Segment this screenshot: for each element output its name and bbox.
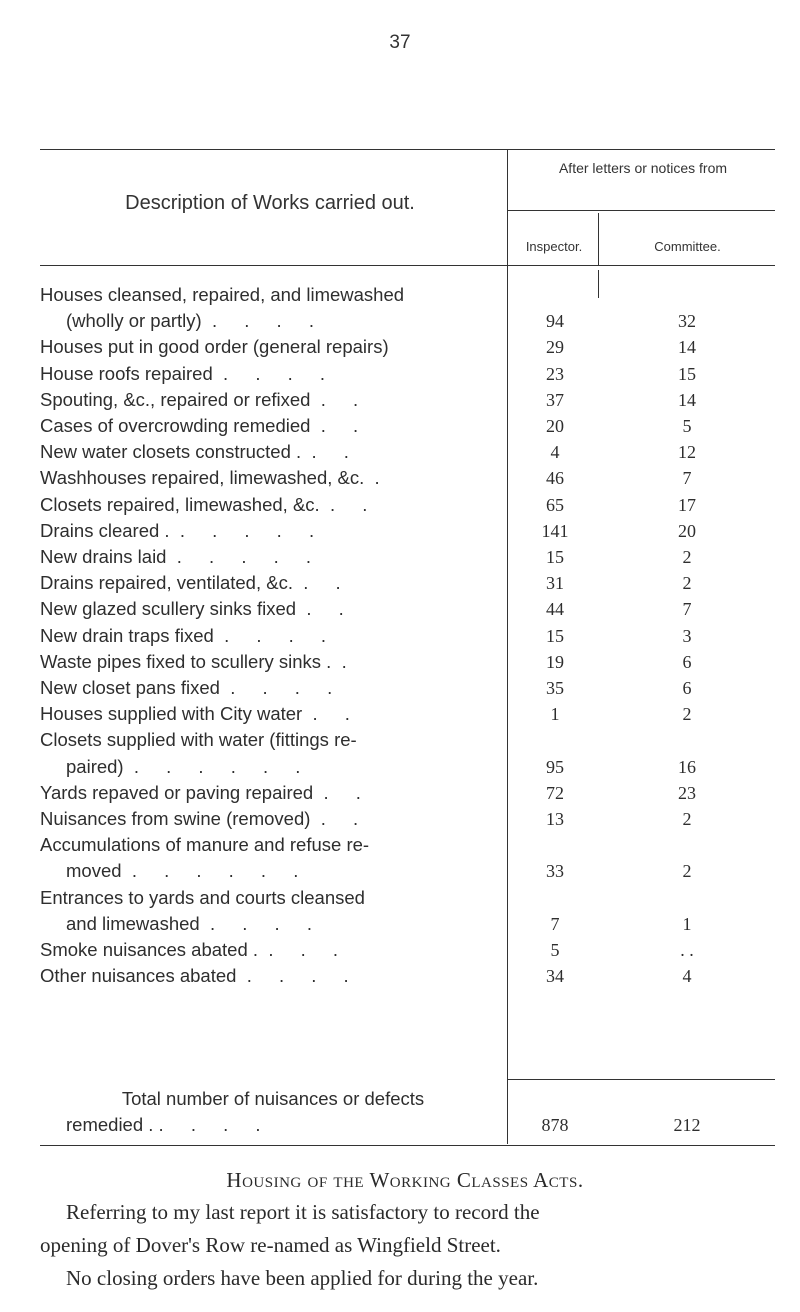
table-row	[0, 282, 800, 308]
total-row-line1	[0, 1086, 800, 1112]
column-divider-middle	[598, 213, 599, 265]
total-separator-rule	[508, 1079, 775, 1080]
row-label: Houses supplied with City water	[40, 703, 303, 725]
table-row	[0, 439, 800, 465]
inspector-count: 29	[546, 337, 564, 358]
inspector-count: 95	[546, 756, 564, 777]
leader-dots: . . . .	[223, 362, 337, 384]
housing-text-3: No closing orders have been applied for during the year.	[66, 1266, 539, 1290]
inspector-count: 15	[546, 625, 564, 646]
row-description: Houses cleansed, repaired, and limewashed	[40, 284, 405, 305]
leader-dots: . .	[320, 808, 370, 829]
inspector-count: 37	[546, 389, 564, 410]
leader-dots: . . . .	[224, 624, 338, 646]
leader-dots: . .	[323, 781, 372, 803]
row-description	[40, 596, 506, 622]
row-label: moved	[66, 860, 122, 882]
leader-dots: . .	[329, 493, 379, 515]
housing-paragraph-line1	[66, 1196, 770, 1229]
total-label: Total number of nuisances or defects	[121, 1088, 425, 1109]
committee-count: . .	[680, 940, 694, 960]
inspector-column-header: Inspector.	[525, 239, 583, 254]
table-row	[0, 570, 800, 596]
committee-count: 32	[678, 311, 696, 332]
row-description	[66, 858, 506, 884]
inspector-count: 94	[546, 311, 564, 332]
leader-dots: . .	[311, 441, 360, 463]
inspector-count: 4	[550, 442, 560, 463]
table-row	[0, 334, 800, 360]
inspector-count: 44	[546, 599, 564, 620]
leader-dots: . . . . .	[176, 546, 323, 567]
table-row	[0, 911, 800, 937]
table-row	[0, 623, 800, 649]
row-label: (wholly or partly)	[66, 310, 202, 332]
row-label: New drain traps fixed	[40, 624, 214, 646]
committee-count: 5	[682, 416, 692, 436]
inspector-count: 7	[550, 913, 560, 934]
table-row	[0, 308, 800, 334]
header-bottom-rule	[40, 265, 775, 266]
committee-count: 3	[682, 625, 692, 646]
row-label: Smoke nuisances abated .	[40, 939, 259, 960]
table-row	[0, 780, 800, 806]
leader-dots: . .	[306, 598, 355, 620]
row-description	[40, 780, 506, 806]
leader-dots: .	[341, 650, 358, 672]
committee-count: 7	[682, 468, 692, 489]
table-row	[0, 387, 800, 413]
row-description	[40, 570, 506, 596]
table-row	[0, 361, 800, 387]
table-bottom-rule	[40, 1145, 775, 1146]
inspector-count: 34	[546, 966, 564, 987]
after-notices-header: After letters or notices from	[558, 160, 728, 176]
row-label: Houses put in good order (general repairs)	[40, 336, 389, 358]
description-column-header: Description of Works carried out.	[125, 192, 415, 214]
inspector-count: 65	[546, 494, 564, 515]
total-committee: 212	[673, 1115, 701, 1135]
row-description	[66, 911, 506, 937]
leader-dots: . . . . . .	[133, 755, 312, 777]
total-label-line2: remedied .	[66, 1114, 154, 1135]
row-description	[40, 623, 506, 649]
committee-count: 14	[678, 337, 696, 358]
total-label-cont	[66, 1112, 506, 1138]
row-label: Cases of overcrowding remedied	[40, 415, 311, 436]
row-description	[40, 963, 506, 989]
inspector-count: 31	[546, 573, 564, 594]
table-row	[0, 518, 800, 544]
inspector-count: 1	[550, 704, 560, 725]
row-label: New drains laid	[40, 546, 167, 567]
inspector-count: 46	[546, 468, 564, 489]
table-row	[0, 832, 800, 858]
row-label: New water closets constructed .	[40, 441, 302, 463]
row-label: Drains repaired, ventilated, &c.	[40, 572, 293, 594]
table-row	[0, 754, 800, 780]
leader-dots: . . .	[268, 939, 350, 960]
leader-dots: . . . . .	[179, 519, 326, 541]
table-row	[0, 413, 800, 439]
row-description	[40, 649, 506, 675]
total-inspector: 878	[541, 1115, 569, 1135]
committee-count: 23	[678, 782, 696, 803]
inspector-count: 72	[546, 782, 564, 803]
committee-count: 6	[682, 651, 692, 672]
row-label: Other nuisances abated	[40, 965, 237, 987]
row-description: Accumulations of manure and refuse re-	[40, 834, 370, 856]
row-description	[40, 361, 506, 387]
leader-dots: . . . .	[230, 677, 344, 698]
leader-dots: . .	[312, 703, 361, 725]
row-label: Nuisances from swine (removed)	[40, 808, 311, 829]
inspector-count: 5	[550, 940, 560, 960]
row-description	[40, 701, 506, 727]
row-description	[40, 334, 506, 360]
housing-heading: Housing of the Working Classes Acts.	[226, 1168, 584, 1192]
table-row	[0, 596, 800, 622]
row-label: paired)	[66, 755, 124, 777]
row-label: Drains cleared .	[40, 519, 170, 541]
inspector-count: 23	[546, 363, 564, 384]
row-label: Washhouses repaired, limewashed, &c.	[40, 467, 365, 489]
row-description	[40, 413, 506, 439]
table-row	[0, 465, 800, 491]
total-row	[0, 1112, 800, 1138]
leader-dots: . . . .	[246, 965, 360, 987]
row-description	[40, 387, 506, 413]
inspector-count: 33	[546, 861, 564, 882]
committee-count: 12	[678, 442, 696, 463]
committee-count: 4	[682, 966, 692, 987]
leader-dots: . . . .	[209, 912, 323, 934]
row-label: Waste pipes fixed to scullery sinks .	[40, 650, 332, 672]
table-row	[0, 963, 800, 989]
committee-count: 14	[678, 389, 696, 410]
row-description	[40, 492, 506, 518]
table-row	[0, 885, 800, 911]
row-description	[40, 518, 506, 544]
table-row	[0, 492, 800, 518]
committee-count: 2	[682, 809, 692, 829]
row-description: Closets supplied with water (fittings re-	[40, 729, 357, 751]
row-description	[66, 308, 506, 334]
leader-dots: . . . .	[158, 1114, 272, 1135]
after-subheader-rule	[508, 210, 775, 211]
committee-count: 2	[682, 573, 692, 594]
committee-count: 17	[678, 494, 696, 515]
leader-dots: . .	[320, 415, 370, 436]
row-description	[40, 439, 506, 465]
committee-count: 2	[682, 704, 692, 725]
row-label: New glazed scullery sinks fixed	[40, 598, 297, 620]
committee-count: 16	[678, 756, 696, 777]
committee-count: 7	[682, 599, 692, 620]
row-description	[66, 754, 506, 780]
committee-column-header: Committee.	[654, 239, 721, 254]
row-label: and limewashed	[66, 912, 200, 934]
row-label: Closets repaired, limewashed, &c.	[40, 493, 320, 515]
inspector-count: 35	[546, 678, 564, 698]
table-row	[0, 806, 800, 832]
row-description	[40, 465, 506, 491]
row-description	[40, 544, 506, 570]
row-label: Spouting, &c., repaired or refixed	[40, 388, 311, 410]
table-row	[0, 675, 800, 701]
leader-dots: . . . . . .	[131, 860, 310, 882]
inspector-count: 20	[546, 416, 564, 436]
table-row	[0, 937, 800, 963]
row-label: New closet pans fixed	[40, 677, 220, 698]
row-description	[40, 675, 506, 701]
table-row	[0, 544, 800, 570]
leader-dots: . .	[303, 572, 352, 594]
page-number: 37	[389, 32, 411, 53]
table-row	[0, 701, 800, 727]
inspector-count: 19	[546, 651, 564, 672]
row-label: House roofs repaired	[40, 362, 213, 384]
inspector-count: 15	[546, 547, 564, 567]
committee-count: 2	[682, 861, 692, 882]
table-row	[0, 727, 800, 753]
leader-dots: . .	[320, 388, 370, 410]
row-description: Entrances to yards and courts cleansed	[40, 886, 365, 908]
committee-count: 15	[678, 363, 696, 384]
housing-text-1: Referring to my last report it is satisfactory to record the	[66, 1200, 540, 1224]
housing-text-2: opening of Dover's Row re-named as Wingfield Street.	[40, 1233, 501, 1257]
committee-count: 20	[678, 520, 696, 541]
committee-count: 1	[682, 913, 692, 934]
inspector-count: 141	[541, 520, 569, 541]
row-description	[40, 937, 506, 963]
table-row	[0, 649, 800, 675]
table-top-rule	[40, 149, 775, 150]
committee-count: 6	[682, 678, 692, 698]
committee-count: 2	[682, 547, 692, 567]
leader-dots: . . . .	[211, 310, 325, 332]
row-description	[40, 806, 506, 832]
leader-dots: .	[374, 467, 391, 489]
housing-paragraph-2	[66, 1262, 770, 1295]
housing-paragraph-line2	[40, 1229, 770, 1262]
table-row	[0, 858, 800, 884]
row-label: Yards repaved or paving repaired	[40, 781, 314, 803]
inspector-count: 13	[546, 809, 564, 829]
